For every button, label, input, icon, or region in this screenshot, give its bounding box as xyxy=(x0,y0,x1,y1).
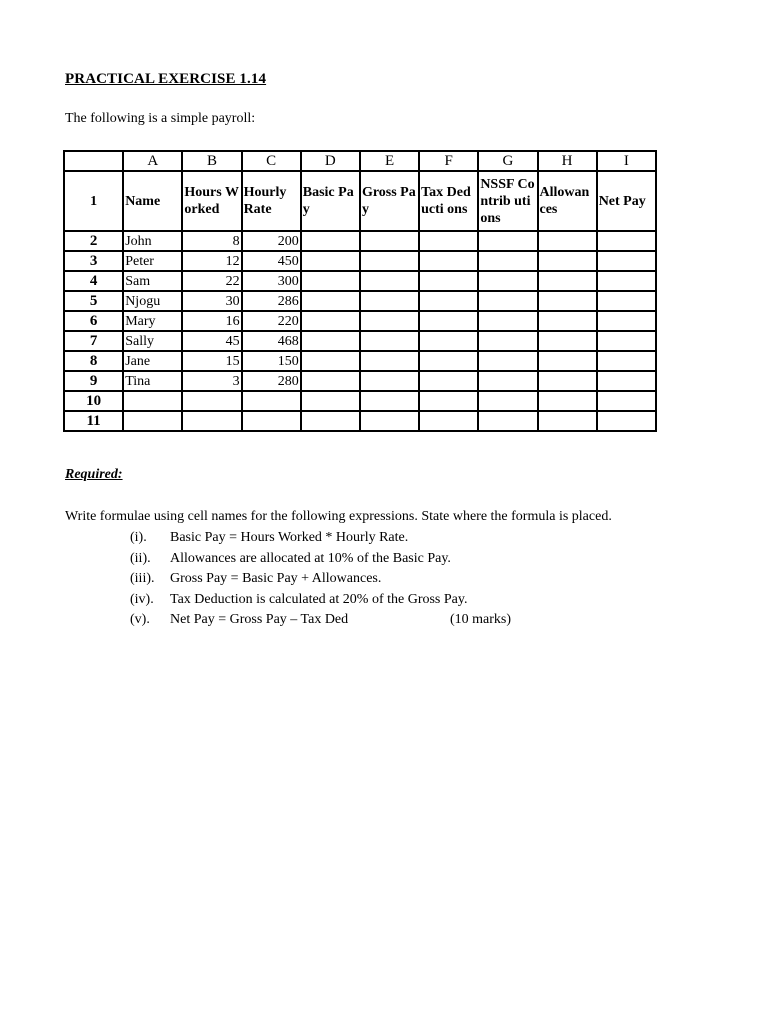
rate-cell xyxy=(242,411,301,431)
rate-cell: 200 xyxy=(242,231,301,251)
table-row xyxy=(64,371,656,391)
name-cell: John xyxy=(123,231,182,251)
table-row xyxy=(64,291,656,311)
name-cell: Jane xyxy=(123,351,182,371)
column-header: NSSF Contrib utions xyxy=(478,171,537,231)
table-row xyxy=(64,391,656,411)
marks-label: (10 marks) xyxy=(450,612,512,627)
row-number: 8 xyxy=(64,351,123,371)
empty-cell xyxy=(597,271,656,291)
empty-cell xyxy=(360,351,419,371)
rate-cell: 450 xyxy=(242,251,301,271)
empty-cell xyxy=(360,371,419,391)
empty-cell xyxy=(478,351,537,371)
list-item xyxy=(130,549,467,570)
column-header: Net Pay xyxy=(597,171,656,231)
empty-cell xyxy=(419,391,478,411)
column-letter: F xyxy=(419,151,478,171)
empty-cell xyxy=(360,331,419,351)
empty-cell xyxy=(419,291,478,311)
name-cell: Peter xyxy=(123,251,182,271)
column-letter: H xyxy=(538,151,597,171)
hours-cell xyxy=(182,411,241,431)
empty-cell xyxy=(597,371,656,391)
table-row xyxy=(64,311,656,331)
row-number: 9 xyxy=(64,371,123,391)
empty-cell xyxy=(301,291,360,311)
empty-cell xyxy=(597,291,656,311)
hours-cell: 15 xyxy=(182,351,241,371)
empty-cell xyxy=(478,231,537,251)
name-cell: Njogu xyxy=(123,291,182,311)
empty-cell xyxy=(301,411,360,431)
empty-cell xyxy=(419,251,478,271)
empty-cell xyxy=(538,231,597,251)
empty-cell xyxy=(538,411,597,431)
name-cell: Sally xyxy=(123,331,182,351)
list-item-text: Net Pay = Gross Pay – Tax Ded xyxy=(170,612,349,627)
empty-cell xyxy=(360,311,419,331)
intro-text: The following is a simple payroll: xyxy=(65,111,256,126)
empty-cell xyxy=(301,391,360,411)
row-number: 2 xyxy=(64,231,123,251)
rate-cell: 280 xyxy=(242,371,301,391)
row-number: 11 xyxy=(64,411,123,431)
empty-cell xyxy=(478,371,537,391)
list-item xyxy=(130,569,467,590)
list-item-text: Tax Deduction is calculated at 20% of the Gross Pay. xyxy=(170,591,468,607)
empty-cell xyxy=(360,291,419,311)
empty-cell xyxy=(538,331,597,351)
column-letter: I xyxy=(597,151,656,171)
hours-cell: 16 xyxy=(182,311,241,331)
hours-cell: 22 xyxy=(182,271,241,291)
list-item-number: (v). xyxy=(130,612,150,627)
column-header: Allowan ces xyxy=(538,171,597,231)
list-item-text: Basic Pay = Hours Worked * Hourly Rate. xyxy=(170,530,409,545)
list-item xyxy=(130,528,467,549)
name-cell: Tina xyxy=(123,371,182,391)
column-letter: D xyxy=(301,151,360,171)
rate-cell: 468 xyxy=(242,331,301,351)
empty-cell xyxy=(360,231,419,251)
empty-cell xyxy=(597,331,656,351)
rate-cell: 300 xyxy=(242,271,301,291)
column-letter-row xyxy=(64,151,656,171)
name-cell xyxy=(123,411,182,431)
corner-cell xyxy=(64,151,123,171)
empty-cell xyxy=(360,391,419,411)
empty-cell xyxy=(360,251,419,271)
column-header: Gross Pay xyxy=(360,171,419,231)
column-header: Tax Deducti ons xyxy=(419,171,478,231)
empty-cell xyxy=(419,311,478,331)
table-row xyxy=(64,231,656,251)
empty-cell xyxy=(419,371,478,391)
list-item-text: Gross Pay = Basic Pay + Allowances. xyxy=(170,571,382,586)
list-item xyxy=(130,590,467,611)
column-letter: A xyxy=(123,151,182,171)
page-title: PRACTICAL EXERCISE 1.14 xyxy=(65,71,267,87)
empty-cell xyxy=(538,391,597,411)
table-header-row xyxy=(64,171,656,231)
empty-cell xyxy=(597,231,656,251)
empty-cell xyxy=(301,231,360,251)
row-number: 10 xyxy=(64,391,123,411)
row-number: 1 xyxy=(64,171,123,231)
empty-cell xyxy=(301,331,360,351)
empty-cell xyxy=(419,271,478,291)
hours-cell: 8 xyxy=(182,231,241,251)
empty-cell xyxy=(419,331,478,351)
empty-cell xyxy=(538,291,597,311)
empty-cell xyxy=(597,391,656,411)
empty-cell xyxy=(301,351,360,371)
row-number: 7 xyxy=(64,331,123,351)
formula-list xyxy=(130,528,512,631)
hours-cell: 3 xyxy=(182,371,241,391)
hours-cell xyxy=(182,391,241,411)
table-row xyxy=(64,351,656,371)
row-number: 3 xyxy=(64,251,123,271)
name-cell xyxy=(123,391,182,411)
empty-cell xyxy=(301,311,360,331)
list-item-number: (iii). xyxy=(130,571,155,586)
empty-cell xyxy=(538,311,597,331)
empty-cell xyxy=(597,411,656,431)
empty-cell xyxy=(419,351,478,371)
rate-cell: 150 xyxy=(242,351,301,371)
empty-cell xyxy=(419,231,478,251)
hours-cell: 30 xyxy=(182,291,241,311)
table-row xyxy=(64,331,656,351)
list-item-text: Allowances are allocated at 10% of the Basic Pay. xyxy=(170,550,451,566)
empty-cell xyxy=(478,251,537,271)
payroll-table xyxy=(63,150,657,432)
empty-cell xyxy=(360,411,419,431)
rate-cell xyxy=(242,391,301,411)
table-row xyxy=(64,271,656,291)
row-number: 4 xyxy=(64,271,123,291)
list-item-number: (ii). xyxy=(130,550,151,566)
empty-cell xyxy=(597,351,656,371)
column-header: Hourly Rate xyxy=(242,171,301,231)
hours-cell: 45 xyxy=(182,331,241,351)
name-cell: Sam xyxy=(123,271,182,291)
column-letter: E xyxy=(360,151,419,171)
empty-cell xyxy=(478,391,537,411)
rate-cell: 286 xyxy=(242,291,301,311)
empty-cell xyxy=(478,271,537,291)
row-number: 5 xyxy=(64,291,123,311)
column-header: Basic Pay xyxy=(301,171,360,231)
column-header: Hours Worked xyxy=(182,171,241,231)
empty-cell xyxy=(360,271,419,291)
table-row xyxy=(64,251,656,271)
required-heading: Required: xyxy=(65,467,123,482)
empty-cell xyxy=(538,271,597,291)
empty-cell xyxy=(301,271,360,291)
name-cell: Mary xyxy=(123,311,182,331)
rate-cell: 220 xyxy=(242,311,301,331)
list-item xyxy=(130,610,512,631)
hours-cell: 12 xyxy=(182,251,241,271)
empty-cell xyxy=(478,291,537,311)
column-header: Name xyxy=(123,171,182,231)
empty-cell xyxy=(597,251,656,271)
empty-cell xyxy=(478,411,537,431)
empty-cell xyxy=(478,311,537,331)
column-letter: B xyxy=(182,151,241,171)
list-item-number: (i). xyxy=(130,530,147,545)
empty-cell xyxy=(301,371,360,391)
empty-cell xyxy=(301,251,360,271)
instructions-text: Write formulae using cell names for the following expressions. State where the formula is placed. xyxy=(65,509,612,524)
column-letter: G xyxy=(478,151,537,171)
empty-cell xyxy=(419,411,478,431)
empty-cell xyxy=(478,331,537,351)
table-row xyxy=(64,411,656,431)
empty-cell xyxy=(597,311,656,331)
empty-cell xyxy=(538,371,597,391)
empty-cell xyxy=(538,251,597,271)
list-item-number: (iv). xyxy=(130,591,154,607)
row-number: 6 xyxy=(64,311,123,331)
empty-cell xyxy=(538,351,597,371)
column-letter: C xyxy=(242,151,301,171)
